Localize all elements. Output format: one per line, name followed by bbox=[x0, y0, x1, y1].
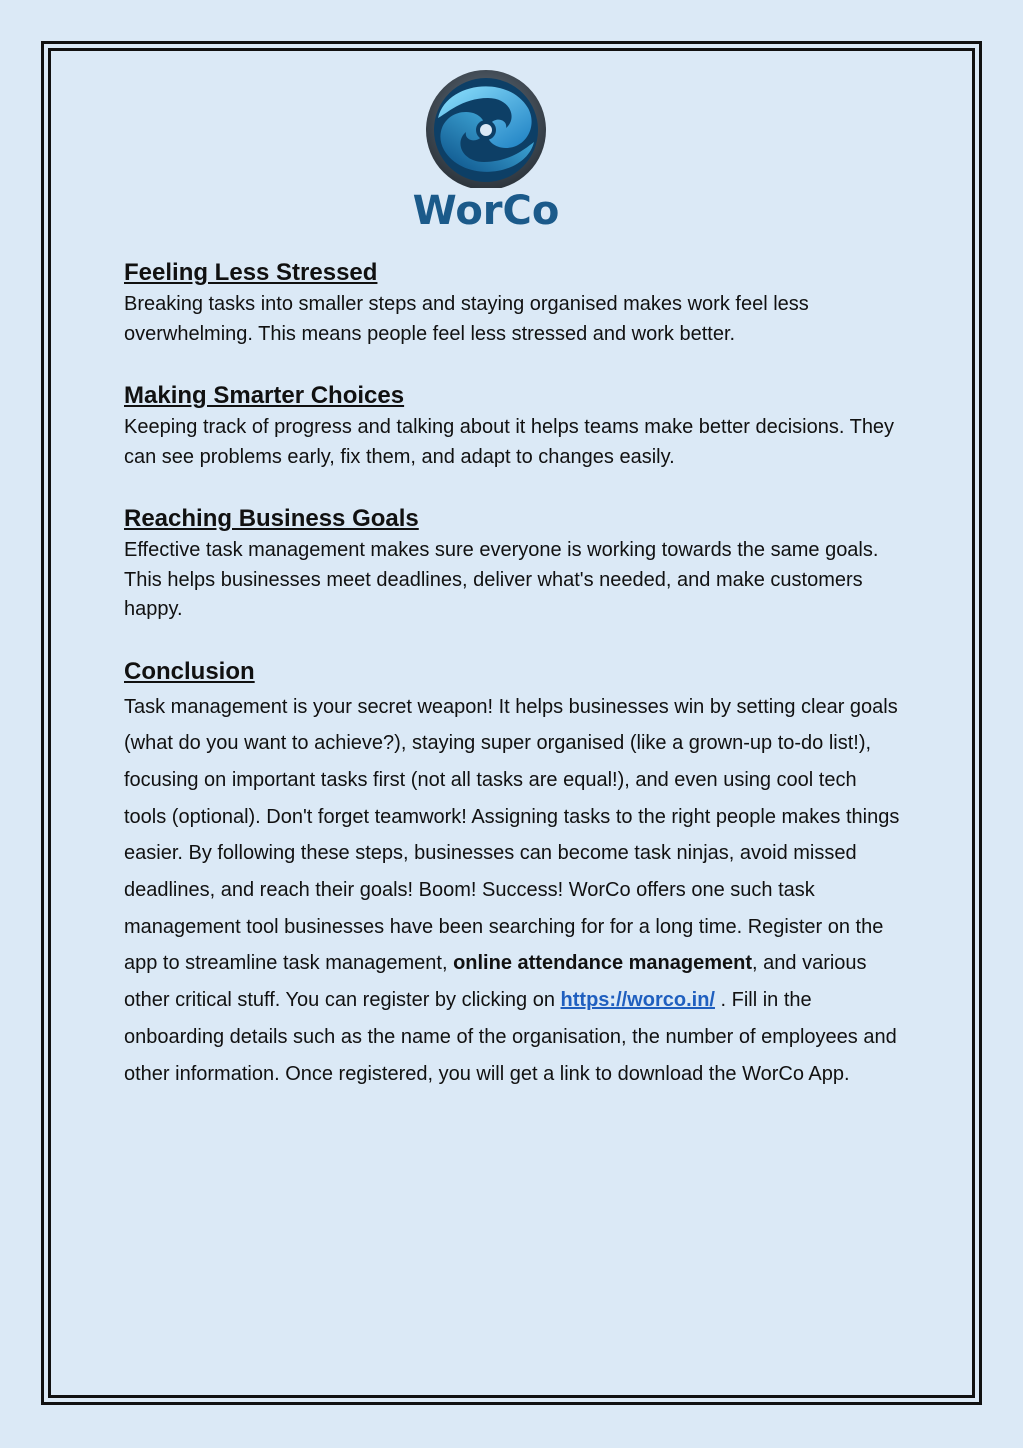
section-heading: Conclusion bbox=[124, 657, 255, 685]
conclusion-text-part3: . Fill in the onboarding details such as the name of the organisation, the number of employees and other information. Once registered, you will get a link to download the WorCo App. bbox=[124, 989, 897, 1085]
section-body: Effective task management makes sure everyone is working towards the same goals. This helps businesses meet deadlines, deliver what's needed, and make customers happy. bbox=[124, 539, 879, 620]
conclusion-body bbox=[124, 689, 904, 1093]
worco-link[interactable]: https://worco.in/ bbox=[560, 989, 715, 1012]
section-conclusion bbox=[124, 655, 904, 1093]
section-making-smarter-choices bbox=[124, 379, 904, 472]
swirl-logo-icon bbox=[398, 68, 574, 188]
section-heading: Reaching Business Goals bbox=[124, 505, 419, 532]
section-feeling-less-stressed bbox=[124, 256, 904, 349]
section-body: Keeping track of progress and talking about it helps teams make better decisions. They can see problems early, fix them, and adapt to changes easily. bbox=[124, 416, 895, 468]
section-reaching-business-goals bbox=[124, 502, 904, 625]
section-heading: Making Smarter Choices bbox=[124, 382, 405, 409]
conclusion-text-part1: Task management is your secret weapon! It helps businesses win by setting clear goals (what do you want to achieve?), staying super organised (like a grown-up to-do list!), focusing on important tasks first (not all tasks are equal!), and even using cool tech tools (optional). Don't forget teamwork! Assigning tasks to the right people makes things easier. By following these steps, businesses can become task ninjas, avoid missed deadlines, and reach their goals! Boom! Success! WorCo offers one such task management tool businesses have been searching for for a long time. Register on the app to streamline task management, bbox=[124, 695, 900, 975]
bold-phrase: online attendance management bbox=[453, 952, 753, 975]
brand-name: WorCo bbox=[412, 188, 560, 234]
section-body: Breaking tasks into smaller steps and staying organised makes work feel less overwhelming. This means people feel less stressed and work better. bbox=[124, 293, 809, 345]
section-heading: Feeling Less Stressed bbox=[124, 259, 378, 286]
conclusion-text-part2: , and various other critical stuff. You can register by clicking on bbox=[124, 952, 867, 1012]
article-content bbox=[124, 256, 904, 1122]
logo bbox=[398, 68, 578, 238]
